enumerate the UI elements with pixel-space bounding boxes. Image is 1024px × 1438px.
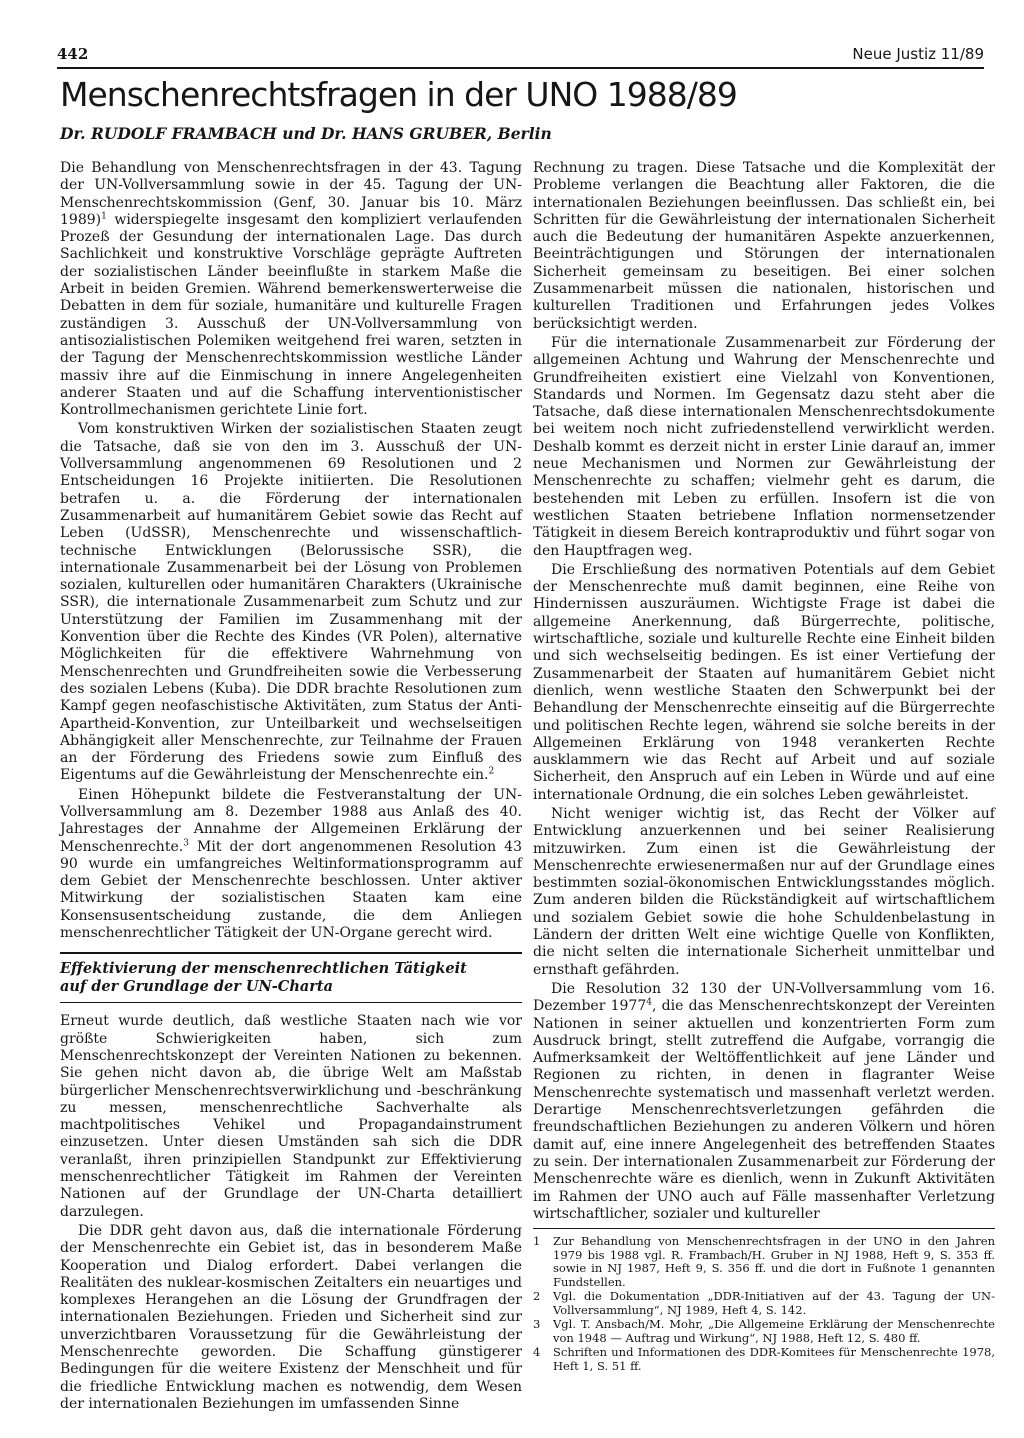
footnote-ref: 2: [488, 766, 495, 777]
footnote-number: 4: [533, 1345, 541, 1359]
journal-issue: Neue Justiz 11/89: [852, 45, 984, 63]
paragraph: [533, 981, 995, 1223]
footnote-text: Zur Behandlung von Menschenrechtsfragen in der UNO in den Jahren 1979 bis 1988 vgl. R. Frambach/H. Gruber in NJ 1988, Heft 9, S. 353 ff. sowie in NJ 1987, Heft 9, S. 356 ff. und die dort in Fußnote 1 genannten Fundstellen.: [553, 1234, 995, 1289]
paragraph: [60, 160, 522, 419]
footnote-number: 3: [533, 1317, 541, 1331]
paragraph: Nicht weniger wichtig ist, das Recht der Völker auf Entwicklung anzuerkennen und bei seiner Realisierung mitzuwirken. Zum einen ist die Gewährleistung der Menschenrechte erwiesenermaßen nur auf der Grundlage eines bestimmten sozial-ökonomischen Entwicklungsstandes möglich. Zum anderen bilden die Rückständigkeit auf wirtschaftlichem und sozialem Gebiet sowie die hohe Schuldenbelastung in Ländern der dritten Welt eine wichtige Quelle von Konflikten, die nicht selten die internationale Sicherheit unmittelbar und ernsthaft gefährden.: [533, 805, 995, 978]
paragraph: [60, 421, 522, 784]
page-number: 442: [57, 45, 89, 63]
footnote: [533, 1318, 995, 1345]
footnote-number: 1: [533, 1234, 541, 1248]
left-column: [60, 160, 522, 1415]
footnote-text: Schriften und Informationen des DDR-Komitees für Menschenrechte 1978, Heft 1, S. 51 ff.: [553, 1345, 995, 1373]
paragraph: Die DDR geht davon aus, daß die internationale Förderung der Menschenrechte ein Gebiet ist, das in besonderem Maße Kooperation und Dialog erfordert. Dabei verlangen die Realitäten des nuklear-kosmischen Zeitalters ein neuartiges und komplexes Herangehen an die Lösung der Grundfragen der internationalen Beziehungen. Frieden und Sicherheit sind zur unverzichtbaren Voraussetzung für die Gewährleistung der Menschenrechte geworden. Die Schaffung günstigerer Bedingungen für die weitere Existenz der Menschheit und für die friedliche Entwicklung machen es notwendig, dem Wesen der internationalen Beziehungen im umfassenden Sinne: [60, 1222, 522, 1412]
paragraph-text: Die Resolution 32 130 der UN-Vollversammlung vom 16. Dezember 1977: [533, 980, 995, 1015]
section-heading-line: auf der Grundlage der UN-Charta: [60, 978, 334, 996]
header-rule: [57, 67, 984, 69]
paragraph: Erneut wurde deutlich, daß westliche Staaten nach wie vor größte Schwierigkeiten haben, sich zum Menschenrechtskonzept der Vereinten Nationen zu bekennen. Sie gehen nicht davon ab, die übrige Welt am Maßstab bürgerlicher Menschenrechtsverwirklichung und -beschränkung zu messen, menschenrechtliche Sachverhalte als machtpolitisches Vehikel und Propagandainstrument einzusetzen. Unter diesen Umständen sah sich die DDR veranlaßt, ihren prinzipiellen Standpunkt zur Effektivierung menschenrechtlicher Tätigkeit im Rahmen der Vereinten Nationen auf der Grundlage der UN-Charta detailliert darzulegen.: [60, 1013, 522, 1220]
paragraph-text: Einen Höhepunkt bildete die Festveranstaltung der UN-Vollversammlung am 8. Dezember 1988 aus Anlaß des 40. Jahrestages der Annahme der Allgemeinen Erklärung der Menschenrechte.: [60, 786, 522, 855]
footnotes: [533, 1228, 995, 1374]
section-heading-line: Effektivierung der menschenrechtlichen Tätigkeit: [60, 960, 467, 978]
footnote: [533, 1346, 995, 1373]
paragraph-text: Vom konstruktiven Wirken der sozialistischen Staaten zeugt die Tatsache, daß sie von den im 3. Ausschuß der UN-Vollversammlung angenommenen 69 Resolutionen und 2 Entscheidungen 16 Projekte initiierten. Die Resolutionen betrafen u. a. die Förderung der internationalen Zusammenarbeit auf humanitärem Gebiet sowie das Recht auf Leben (UdSSR), Menschenrechte und wissenschaftlich-technische Entwicklungen (Belorussische SSR), die internationale Zusammenarbeit bei der Lösung von Problemen sozialen, kulturellen oder humanitären Charakters (Ukrainische SSR), die internationale Zusammenarbeit zum Schutz und zur Unterstützung der Familien im Zusammenhang mit der Konvention über die Rechte des Kindes (VR Polen), alternative Möglichkeiten für die effektivere Wahrnehmung von Menschenrechten und Grundfreiheiten sowie die Verbesserung des sozialen Lebens (Kuba). Die DDR brachte Resolutionen zum Kampf gegen neofaschistische Aktivitäten, zum Status der Anti-Apartheid-Konvention, zur Unteilbarkeit und wechselseitigen Abhängigkeit aller Menschenrechte, zur Teilnahme der Frauen an der Förderung des Friedens sowie zum Einfluß des Eigentums auf die Gewährleistung der Menschenrechte ein.: [60, 421, 522, 784]
paragraph: Rechnung zu tragen. Diese Tatsache und die Komplexität der Probleme verlangen die Beachtung aller Faktoren, die die internationalen Beziehungen beeinflussen. Das schließt ein, bei Schritten für die Gewährleistung der internationalen Sicherheit auch die Bedeutung der humanitären Aspekte anzuerkennen, Beeinträchtigungen und Störungen der internationalen Sicherheit gemeinsam zu beseitigen. Bei einer solchen Zusammenarbeit müssen die nationalen, historischen und kulturellen Traditionen und Erfahrungen jedes Volkes berücksichtigt werden.: [533, 160, 995, 332]
paragraph: Die Erschließung des normativen Potentials auf dem Gebiet der Menschenrechte muß damit beginnen, eine Reihe von Hindernissen auszuräumen. Wichtigste Frage ist dabei die allgemeine Anerkennung, daß Bürgerrechte, politische, wirtschaftliche, soziale und kulturelle Rechte eine Einheit bilden und sich wechselseitig bedingen. Es ist einer Vertiefung der Zusammenarbeit der Staaten auf humanitärem Gebiet nicht dienlich, wenn westliche Staaten den Schwerpunkt bei der Behandlung der Menschenrechte einseitig auf die Bürgerrechte und politischen Rechte legen, während sie solche bereits in der Allgemeinen Erklärung von 1948 verankerten Rechte ausklammern wie das Recht auf Arbeit und auf soziale Sicherheit, den Anspruch auf ein Leben in Würde und auf eine internationale Ordnung, die ein solches Leben gewährleistet.: [533, 561, 995, 803]
paragraph: [60, 787, 522, 943]
paragraph-text: Mit der dort angenommenen Resolution 43 90 wurde ein umfangreiches Weltinformationsprogramm auf dem Gebiet der Menschenrechte beschlossen. Unter aktiver Mitwirkung der sozialistischen Staaten kam eine Konsensusentscheidung zustande, die dem Anliegen menschenrechtlicher Tätigkeit der UN-Organe gerecht wird.: [60, 838, 522, 942]
paragraph-text: Die Behandlung von Menschenrechtsfragen in der 43. Tagung der UN-Vollversammlung sowie in der 45. Tagung der UN-Menschenrechtskommission (Genf, 30. Januar bis 10. März 1989): [60, 160, 522, 228]
right-column: [533, 160, 995, 1225]
paragraph-text: , die das Menschenrechtskonzept der Vereinten Nationen in seiner aktuellen und konzentrierten Form zum Ausdruck bringt, stellt zutreffend die Aufgabe, vorrangig die Aufmerksamkeit der Weltöffentlichkeit auf jene Länder und Regionen zu richten, in denen in flagranter Weise Menschenrechte systematisch und massenhaft verletzt werden. Derartige Menschenrechtsverletzungen gefährden die freundschaftlichen Beziehungen zu anderen Völkern und hören damit auf, eine innere Angelegenheit des betreffenden Staates zu sein. Der internationalen Zusammenarbeit zur Förderung der Menschenrechte wäre es dienlich, wenn in Zukunft Aktivitäten im Rahmen der UNO auch auf Fälle massenhafter Verletzung wirtschaftlicher, sozialer und kultureller: [533, 998, 996, 1222]
footnote-text: Vgl. T. Ansbach/M. Mohr, „Die Allgemeine Erklärung der Menschenrechte von 1948 — Auftrag und Wirkung“, NJ 1988, Heft 12, S. 480 ff.: [553, 1317, 995, 1345]
footnote-ref: 3: [183, 837, 189, 848]
footnote: [533, 1235, 995, 1289]
footnote: [533, 1290, 995, 1317]
paragraph: Für die internationale Zusammenarbeit zur Förderung der allgemeinen Achtung und Wahrung der Menschenrechte und Grundfreiheiten existiert eine Vielzahl von Konventionen, Standards und Normen. Im Gegensatz dazu steht aber die Tatsache, daß diese internationalen Menschenrechtsdokumente bei weitem noch nicht zufriedenstellend verwirklicht werden. Deshalb kommt es derzeit nicht in erster Linie darauf an, immer neue Mechanismen und Normen zur Gewährleistung der Menschenrechte zu schaffen; vielmehr geht es darum, die bestehenden mit Leben zu erfüllen. Insofern ist die von westlichen Staaten betriebene Inflation normensetzender Tätigkeit in diesem Bereich kontraproduktiv und führt sogar von den Hauptfragen weg.: [533, 334, 995, 559]
footnote-ref: 4: [646, 997, 652, 1008]
article-authors: Dr. RUDOLF FRAMBACH und Dr. HANS GRUBER, Berlin: [60, 124, 552, 143]
footnote-text: Vgl. die Dokumentation „DDR-Initiativen auf der 43. Tagung der UN-Vollversammlung“, NJ 1989, Heft 4, S. 142.: [553, 1289, 995, 1317]
paragraph-text: widerspiegelte insgesamt den kompliziert verlaufenden Prozeß der Gesundung der internationalen Lage. Das durch Sachlichkeit und konstruktive Vorschläge geprägte Auftreten der sozialistischen Länder beeinflußte in starkem Maße die Arbeit in beiden Gremien. Während bemerkenswerterweise die Debatten in dem für soziale, humanitäre und kulturelle Fragen zuständigen 3. Ausschuß der UN-Vollversammlung von antisozialistischen Polemiken weitgehend frei waren, setzten in der Tagung der Menschenrechtskommission westliche Länder massiv ihre auf die Einmischung in innere Angelegenheiten anderer Staaten und auf die Schaffung interventionistischer Kontrollmechanismen gerichtete Linie fort.: [60, 211, 522, 419]
article-title: Menschenrechtsfragen in der UNO 1988/89: [60, 75, 737, 114]
section-heading: [60, 952, 522, 1003]
footnote-ref: 1: [101, 211, 107, 222]
footnote-number: 2: [533, 1289, 541, 1303]
